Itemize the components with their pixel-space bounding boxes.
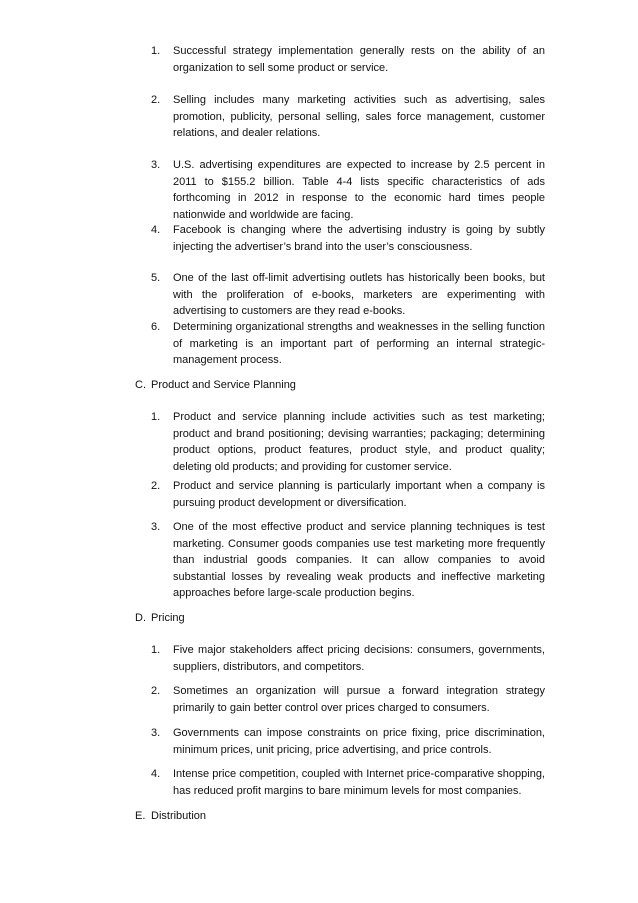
item-number: 2. xyxy=(151,480,161,492)
section-title: Product and Service Planning xyxy=(151,379,296,391)
item-number: 2. xyxy=(151,685,161,697)
item-number: 5. xyxy=(151,272,161,284)
item-text: Five major stakeholders affect pricing decisions: consumers, governments, suppliers, distributors, and competitors. xyxy=(173,644,545,673)
item-text: Governments can impose constraints on price fixing, price discrimination, minimum prices, unit pricing, price advertising, and price controls. xyxy=(173,727,545,756)
item-text: One of the most effective product and service planning techniques is test marketing. Consumer goods companies use test marketing more frequently than industrial goods companies. It can allow companies to avoid substantial losses by revealing weak products and ineffective marketing approaches before large-scale production begins. xyxy=(173,521,545,600)
item-text: Sometimes an organization will pursue a forward integration strategy primarily to gain better control over prices charged to consumers. xyxy=(173,685,545,714)
intro-item-3 xyxy=(151,157,545,223)
intro-item-2 xyxy=(151,92,545,142)
item-number: 1. xyxy=(151,644,161,656)
intro-item-1 xyxy=(151,43,545,76)
item-text: One of the last off-limit advertising outlets has historically been books, but with the proliferation of e-books, marketers are experimenting with advertising to customers are they read e-books. xyxy=(173,272,545,318)
item-number: 1. xyxy=(151,45,161,57)
section-c-item-2 xyxy=(151,478,545,511)
item-text: Intense price competition, coupled with Internet price-comparative shopping, has reduced profit margins to bare minimum levels for most companies. xyxy=(173,768,545,797)
section-letter: D. xyxy=(135,612,146,624)
item-number: 3. xyxy=(151,727,161,739)
item-number: 3. xyxy=(151,521,161,533)
item-number: 2. xyxy=(151,94,161,106)
section-d-item-2 xyxy=(151,683,545,716)
item-text: Successful strategy implementation generally rests on the ability of an organization to sell some product or service. xyxy=(173,45,545,74)
item-number: 1. xyxy=(151,411,161,423)
section-d-item-4 xyxy=(151,766,545,799)
item-text: Product and service planning include activities such as test marketing; product and brand positioning; devising warranties; packaging; determining product options, product features, product style, and product quality; deleting old products; and providing for customer service. xyxy=(173,411,545,473)
section-c-item-3 xyxy=(151,519,545,602)
item-text: Facebook is changing where the advertising industry is going by subtly injecting the advertiser’s brand into the user’s consciousness. xyxy=(173,224,545,253)
item-number: 4. xyxy=(151,768,161,780)
section-letter: E. xyxy=(135,810,146,822)
item-text: Selling includes many marketing activities such as advertising, sales promotion, publicity, personal selling, sales force management, customer relations, and dealer relations. xyxy=(173,94,545,140)
section-d-item-1 xyxy=(151,642,545,675)
section-d-item-3 xyxy=(151,725,545,758)
section-title: Distribution xyxy=(151,810,207,822)
item-text: Determining organizational strengths and weaknesses in the selling function of marketing is an important part of performing an internal strategic-management process. xyxy=(173,321,545,367)
intro-item-6 xyxy=(151,319,545,369)
intro-item-4 xyxy=(151,222,545,255)
item-number: 4. xyxy=(151,224,161,236)
intro-item-5 xyxy=(151,270,545,320)
item-number: 6. xyxy=(151,321,161,333)
item-text: U.S. advertising expenditures are expected to increase by 2.5 percent in 2011 to $155.2 billion. Table 4-4 lists specific characteristics of ads forthcoming in 2012 in response to the economic hard times people nationwide and worldwide are facing. xyxy=(173,159,545,221)
section-title: Pricing xyxy=(151,612,185,624)
section-letter: C. xyxy=(135,379,146,391)
item-text: Product and service planning is particularly important when a company is pursuing product development or diversification. xyxy=(173,480,545,509)
section-c-item-1 xyxy=(151,409,545,475)
item-number: 3. xyxy=(151,159,161,171)
